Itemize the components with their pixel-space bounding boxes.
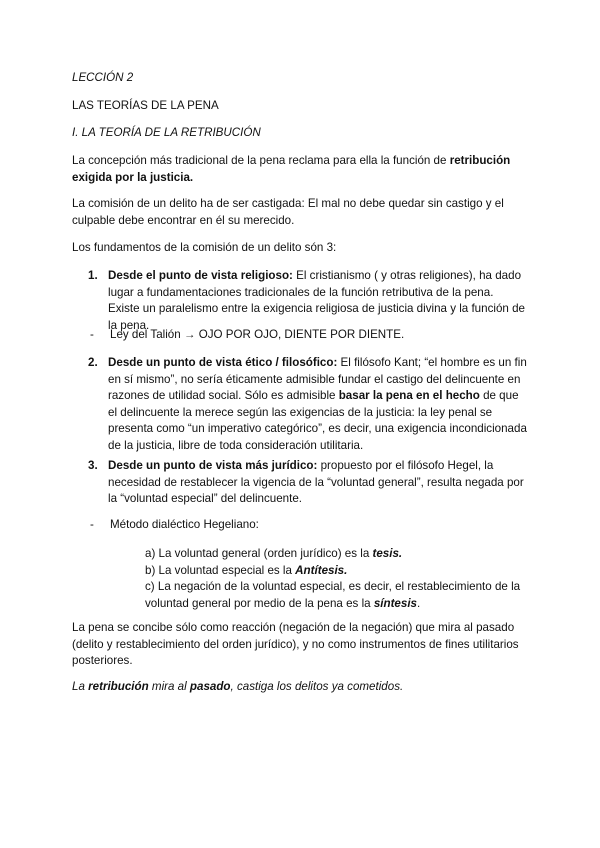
page-heading: LAS TEORÍAS DE LA PENA <box>72 99 219 112</box>
summary-term-pasado: pasado <box>189 680 231 693</box>
dialectic-text: a) La voluntad general (orden jurídico) es la <box>145 547 373 560</box>
list-number: 2. <box>88 356 98 369</box>
dialectic-text: c) La negación de la voluntad especial, es decir, el restablecimiento de la voluntad general por medio de la pena es la <box>145 580 521 610</box>
paragraph-intro <box>72 153 528 186</box>
dialectic-antithesis <box>145 563 530 580</box>
summary-text: , castiga los delitos ya cometidos. <box>230 680 404 693</box>
list-item-title: Desde el punto de vista religioso: <box>108 269 293 282</box>
list-item-text: de que el delincuente la merece según las exigencias de la justicia: la ley penal se presenta como “un imperativo categórico”, es decir, una exigencia incondicionada de la justicia, libre de toda consideración utilitaria. <box>108 389 527 452</box>
summary-term-retribucion: retribución <box>88 680 149 693</box>
paragraph-intro-bold: retribución exigida por la justicia. <box>72 154 511 184</box>
lesson-label: LECCIÓN 2 <box>72 71 134 84</box>
paragraph-foundations: Los fundamentos de la comisión de un delito són 3: <box>72 241 337 254</box>
dialectic-thesis <box>145 546 530 563</box>
summary-text: mira al <box>148 680 190 693</box>
paragraph-intro-text: La concepción más tradicional de la pena reclama para ella la función de <box>72 154 450 167</box>
summary-text: La <box>72 680 89 693</box>
list-item-title: Desde un punto de vista más jurídico: <box>108 459 318 472</box>
list-item-ethical <box>88 355 528 454</box>
dialectic-term: Antítesis. <box>295 563 348 577</box>
dash-mark: - <box>90 328 94 341</box>
list-item-juridical <box>88 458 528 508</box>
paragraph-reaction: La pena se concibe sólo como reacción (negación de la negación) que mira al pasado (delito y restablecimiento del orden jurídico), y no como instrumentos de fines utilitarios posteriores. <box>72 621 519 667</box>
section-title: I. LA TEORÍA DE LA RETRIBUCIÓN <box>72 126 261 139</box>
list-item-religious <box>88 268 528 334</box>
dialectic-list <box>145 546 530 612</box>
list-number: 3. <box>88 459 98 472</box>
paragraph-commission: La comisión de un delito ha de ser castigada: El mal no debe quedar sin castigo y el culpable debe encontrar en él su merecido. <box>72 197 504 227</box>
dialectic-text: . <box>417 596 421 610</box>
dash-mark: - <box>90 518 94 531</box>
list-item-text: propuesto por el filósofo Hegel, la necesidad de restablecer la vigencia de la “voluntad general”, resulta negada por la “voluntad especial” del delincuente. <box>108 459 524 505</box>
dialectic-synthesis <box>145 579 530 612</box>
dash-item-text: Ley del Talión → OJO POR OJO, DIENTE POR DIENTE. <box>110 328 405 341</box>
dialectic-term: tesis. <box>372 547 403 560</box>
paragraph-summary <box>72 679 528 696</box>
list-number: 1. <box>88 269 98 282</box>
dash-item-talion <box>90 327 520 344</box>
list-item-text: El cristianismo ( y otras religiones), ha dado lugar a fundamentaciones tradicionales de la función retributiva de la pena. Existe un paralelismo entre la exigencia religiosa de justicia divina y la función de la pena. <box>108 269 525 332</box>
dash-item-hegel <box>90 517 520 534</box>
dash-item-text: Método dialéctico Hegeliano: <box>110 518 259 531</box>
list-item-text: El filósofo Kant; “el hombre es un fin en sí mismo”, no sería éticamente admisible fundar el castigo del delincuente en razones de utilidad social. Sólo es admisible <box>108 356 527 402</box>
dialectic-text: b) La voluntad especial es la <box>145 563 296 577</box>
list-item-bold: basar la pena en el hecho <box>338 389 480 402</box>
list-item-title: Desde un punto de vista ético / filosófico: <box>108 356 338 369</box>
dialectic-term: síntesis <box>373 596 417 610</box>
